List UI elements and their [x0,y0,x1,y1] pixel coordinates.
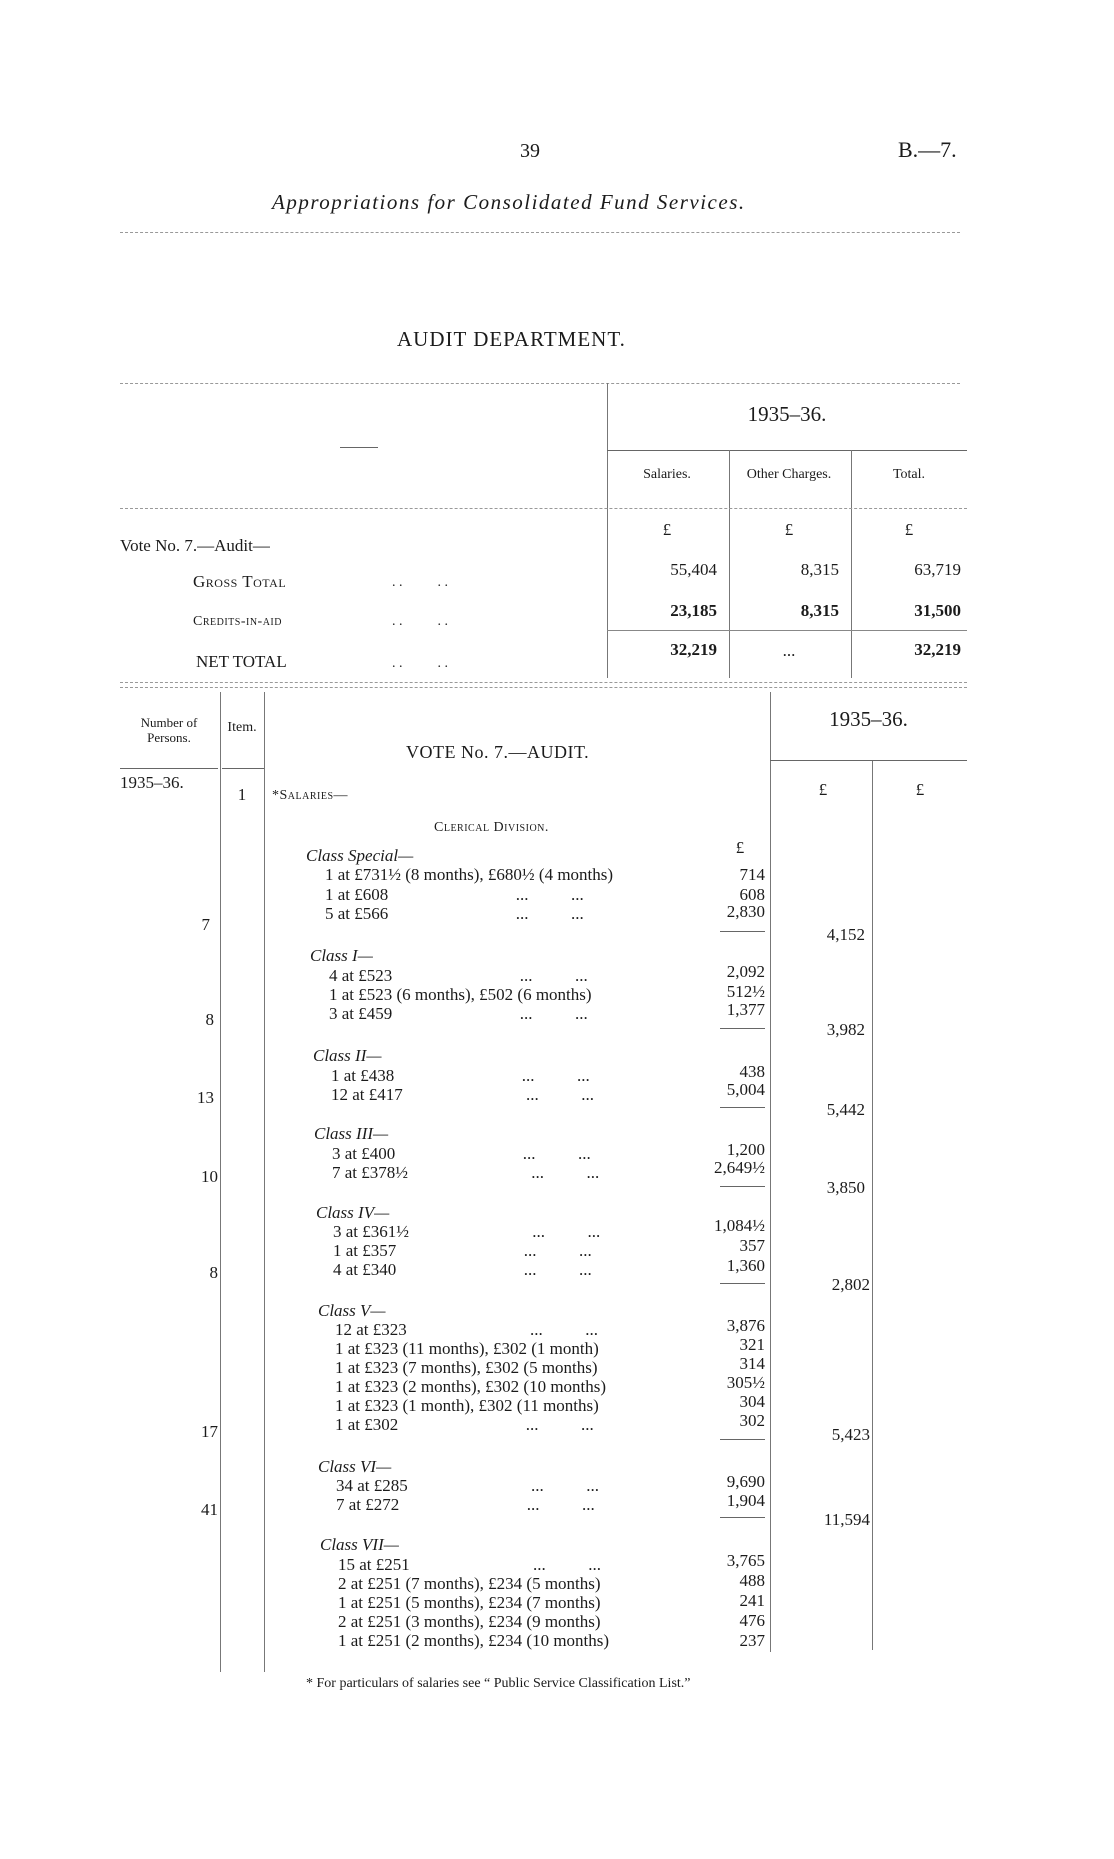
salary-line: 15 at £251 ... ... [338,1555,602,1574]
division-heading: Clerical Division. [434,820,549,835]
credits-total: 31,500 [914,601,961,620]
salary-amount: 476 [739,1611,765,1630]
salary-line: 1 at £251 (2 months), £234 (10 months) [338,1631,610,1650]
persons-count: 17 [201,1422,218,1441]
salary-amount: 2,649½ [714,1158,765,1177]
salary-amount: 512½ [726,982,765,1001]
class-name: Class Special— [306,846,414,865]
pound-sign: £ [784,520,794,539]
class-name: Class IV— [316,1203,390,1222]
persons-count: 41 [201,1500,218,1519]
row-label-gross-total: Gross Total [193,572,287,591]
class-subtotal: 4,152 [826,925,865,944]
salary-amount: 357 [739,1236,765,1255]
salary-line: 1 at £731½ (8 months), £680½ (4 months) [325,865,614,884]
credits-salaries: 23,185 [670,601,717,620]
salary-amount: 608 [739,885,765,904]
leader-dots: . . . . [392,656,448,671]
salary-amount: 1,200 [726,1140,765,1159]
item-number: 1 [237,785,247,804]
salary-amount: 237 [739,1631,765,1650]
persons-count: 7 [201,915,210,934]
salary-line: 1 at £323 (2 months), £302 (10 months) [335,1377,607,1396]
class-subtotal: 5,423 [831,1425,870,1444]
page-subtitle: Appropriations for Consolidated Fund Services. [272,190,746,214]
salary-line: 12 at £417 ... ... [331,1085,595,1104]
persons-count: 8 [209,1263,218,1282]
salary-line: 1 at £323 (1 month), £302 (11 months) [335,1396,599,1415]
pound-sign: £ [904,520,914,539]
salary-amount: 1,084½ [714,1216,765,1235]
class-name: Class V— [318,1301,386,1320]
footnote: * For particulars of salaries see “ Public Service Classification List.” [306,1676,691,1691]
salary-amount: 3,876 [726,1316,765,1335]
leader-dots: . . . . [392,614,448,629]
net-salaries: 32,219 [670,640,717,659]
col-salaries: Salaries. [643,467,691,482]
department-title: AUDIT DEPARTMENT. [397,327,626,351]
class-subtotal: 11,594 [823,1510,870,1529]
salary-amount: 1,377 [726,1000,765,1019]
salary-amount: 5,004 [726,1080,765,1099]
salary-amount: 304 [739,1392,765,1411]
detail-year: 1935–36. [829,707,908,731]
document-code: B.—7. [898,137,957,162]
summary-year: 1935–36. [747,402,827,426]
salary-line: 1 at £523 (6 months), £502 (6 months) [329,985,592,1004]
class-name: Class II— [313,1046,382,1065]
salary-amount: 321 [739,1335,765,1354]
salary-line: 5 at £566 ... ... [325,904,584,923]
gross-salaries: 55,404 [670,560,717,579]
pound-sign: £ [735,838,745,857]
salary-amount: 9,690 [726,1472,765,1491]
persons-count: 8 [205,1010,214,1029]
salary-line: 1 at £608 ... ... [325,885,584,904]
persons-count: 10 [201,1167,218,1186]
persons-count: 13 [197,1088,214,1107]
salary-amount: 241 [739,1591,765,1610]
salaries-heading: *Salaries— [272,788,349,803]
salary-amount: 438 [739,1062,765,1081]
salary-line: 34 at £285 ... ... [336,1476,600,1495]
pound-sign: £ [915,780,925,799]
salary-line: 2 at £251 (7 months), £234 (5 months) [338,1574,601,1593]
salary-amount: 314 [739,1354,765,1373]
salary-line: 1 at £251 (5 months), £234 (7 months) [338,1593,601,1612]
salary-line: 1 at £357 ... ... [333,1241,592,1260]
salary-amount: 2,092 [726,962,765,981]
vote-title: VOTE No. 7.—AUDIT. [406,742,590,762]
net-other: ... [782,641,796,660]
salary-amount: 2,830 [726,902,765,921]
salary-line: 7 at £378½ ... ... [332,1163,600,1182]
salary-line: 4 at £523 ... ... [329,966,588,985]
salary-line: 2 at £251 (3 months), £234 (9 months) [338,1612,601,1631]
class-subtotal: 2,802 [831,1275,870,1294]
row-label-net-total: NET TOTAL [196,652,287,671]
salary-amount: 488 [739,1571,765,1590]
class-subtotal: 3,850 [826,1178,865,1197]
col-number-of-persons: Number of Persons. [140,715,198,745]
salary-amount: 1,904 [726,1491,765,1510]
salary-amount: 302 [739,1411,765,1430]
credits-other: 8,315 [800,601,839,620]
col-item: Item. [227,720,257,735]
salary-line: 3 at £361½ ... ... [333,1222,601,1241]
class-name: Class VI— [318,1457,392,1476]
gross-total: 63,719 [914,560,961,579]
page-number: 39 [520,140,540,162]
salary-line: 1 at £302 ... ... [335,1415,594,1434]
class-subtotal: 3,982 [826,1020,865,1039]
row-label-credits-in-aid: Credits-in-aid [193,614,282,629]
salary-line: 1 at £323 (11 months), £302 (1 month) [335,1339,599,1358]
salary-line: 12 at £323 ... ... [335,1320,599,1339]
pound-sign: £ [818,780,828,799]
col-total: Total. [892,467,926,482]
salary-line: 1 at £438 ... ... [331,1066,590,1085]
salary-amount: 3,765 [726,1551,765,1570]
leader-dots: . . . . [392,575,448,590]
pound-sign: £ [662,520,672,539]
class-name: Class III— [314,1124,389,1143]
salary-amount: 305½ [726,1373,765,1392]
gross-other: 8,315 [800,560,839,579]
salary-line: 3 at £459 ... ... [329,1004,588,1023]
detail-year-short: 1935–36. [120,773,184,792]
class-subtotal: 5,442 [826,1100,865,1119]
salary-line: 1 at £323 (7 months), £302 (5 months) [335,1358,598,1377]
salary-line: 3 at £400 ... ... [332,1144,591,1163]
net-total: 32,219 [914,640,961,659]
col-other-charges: Other Charges. [746,467,832,482]
class-name: Class VII— [320,1535,399,1554]
salary-line: 7 at £272 ... ... [336,1495,595,1514]
vote-label: Vote No. 7.—Audit— [120,536,270,555]
salary-line: 4 at £340 ... ... [333,1260,592,1279]
salary-amount: 1,360 [726,1256,765,1275]
class-name: Class I— [310,946,373,965]
salary-amount: 714 [739,865,765,884]
